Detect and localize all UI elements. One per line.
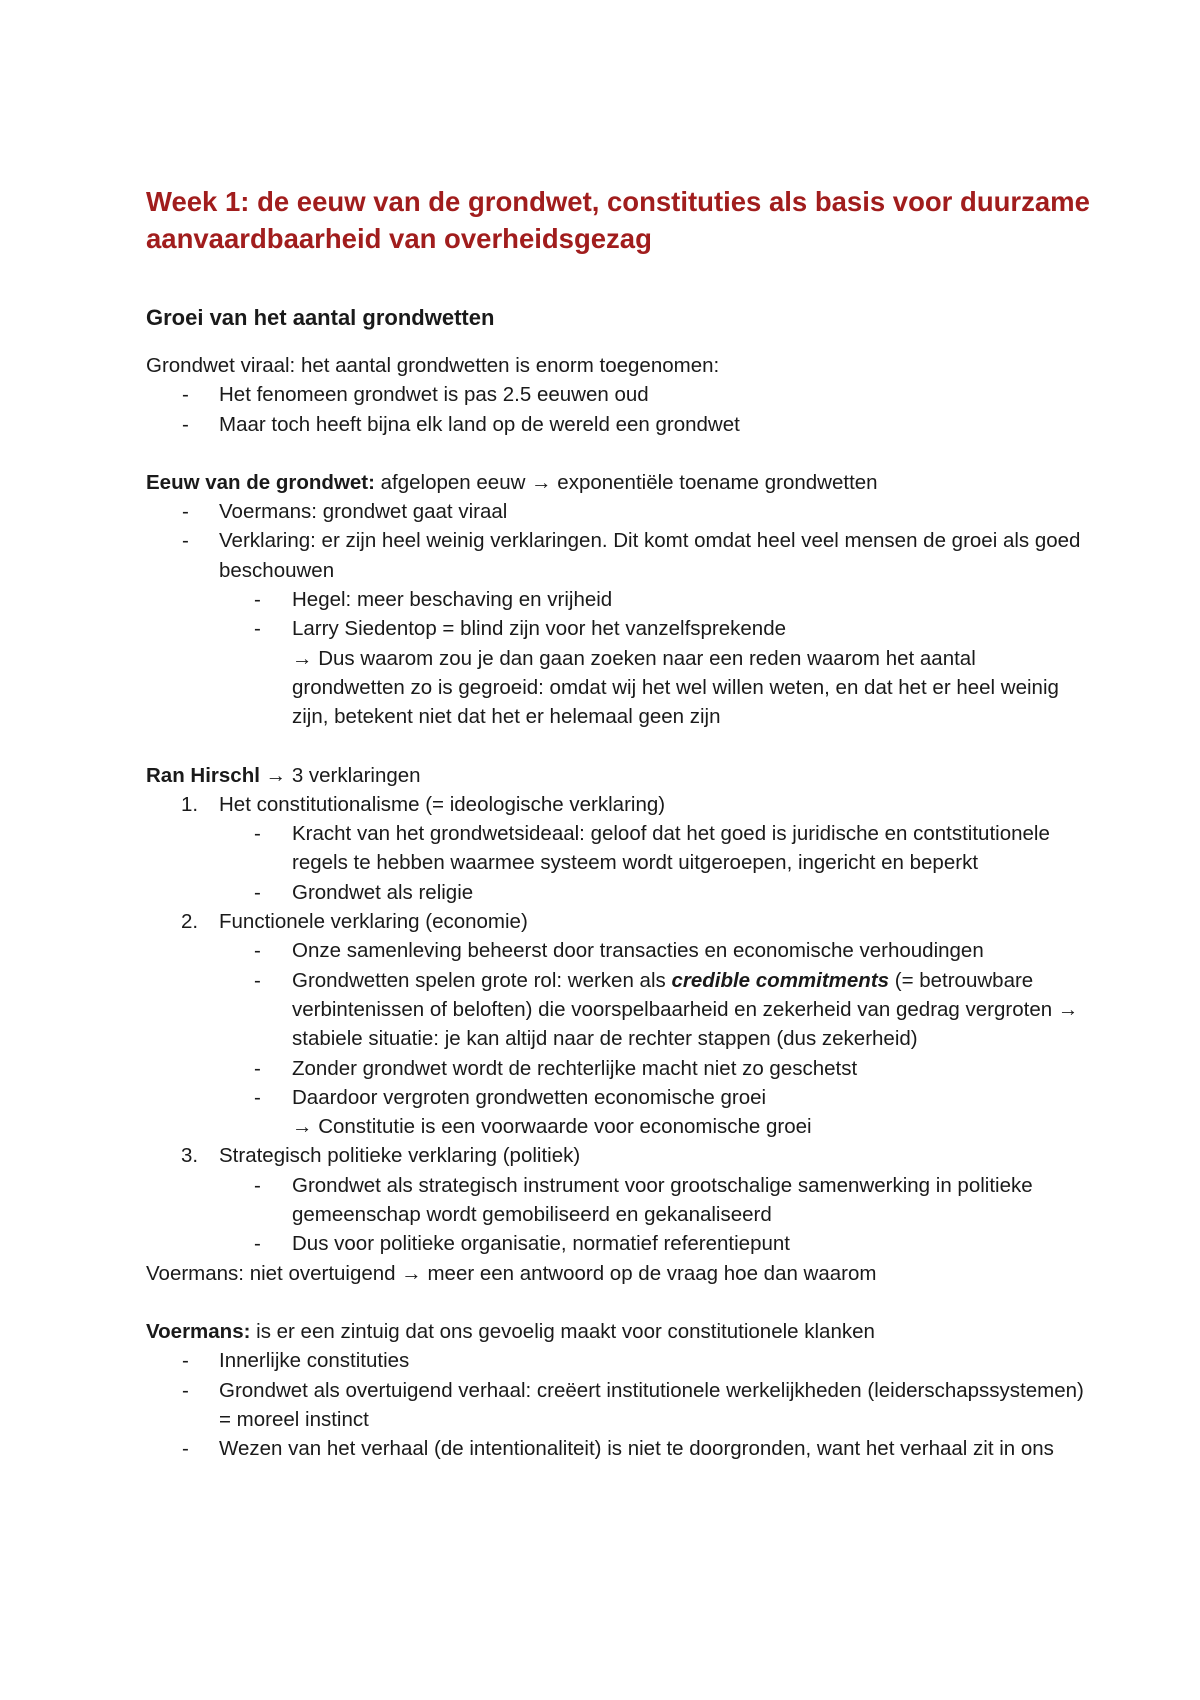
bold-lead: Eeuw van de grondwet: [146, 470, 375, 494]
paragraph-text: → 3 verklaringen [259, 763, 421, 787]
list-item-text: Voermans: grondwet gaat viraal [219, 500, 508, 524]
list-item-text: Functionele verklaring (economie) [219, 910, 528, 934]
bullet-dash: - [254, 939, 261, 963]
list-item [146, 526, 1090, 585]
bullet-dash: - [182, 500, 189, 524]
list-item [146, 1376, 1090, 1435]
emphasis-term: credible commitments [671, 968, 890, 992]
list-item [146, 1434, 1090, 1463]
list-item-text: Innerlijke constituties [219, 1349, 410, 1373]
sub-list-item [146, 966, 1090, 1054]
paragraph-text: afgelopen eeuw → exponentiële toename grondwetten [374, 470, 878, 494]
list-number: 1. [181, 792, 199, 816]
sub-list-continuation [146, 1112, 1090, 1141]
list-item-text: Grondwet als overtuigend verhaal: creëert institutionele werkelijkheden (leiderschapssystemen) = moreel instinct [219, 1378, 1084, 1431]
list-item-text: → Dus waarom zou je dan gaan zoeken naar een reden waarom het aantal grondwetten zo is gegroeid: omdat wij het wel willen weten, en dat het er heel weinig zijn, betekent niet dat het er helemaal geen zijn [292, 646, 1059, 729]
numbered-item [146, 907, 1090, 936]
list-item-text: Hegel: meer beschaving en vrijheid [292, 588, 613, 612]
text-run: (= betrouwbare verbintenissen of beloften) die voorspelbaarheid en zekerheid van gedrag vergroten → stabiele situatie: je kan altijd naar de rechter stappen (dus zekerheid) [292, 968, 1079, 1051]
list-number: 2. [181, 910, 199, 934]
sub-list-item [146, 614, 1090, 643]
bullet-dash: - [254, 968, 261, 992]
bullet-dash: - [254, 1056, 261, 1080]
paragraph [146, 1317, 1090, 1346]
list-item-text: Zonder grondwet wordt de rechterlijke macht niet zo geschetst [292, 1056, 858, 1080]
bullet-dash: - [254, 588, 261, 612]
bullet-dash: - [182, 529, 189, 553]
list-item [146, 497, 1090, 526]
list-item-text [292, 969, 1078, 1051]
paragraph-text: is er een zintuig dat ons gevoelig maakt voor constitutionele klanken [250, 1319, 875, 1343]
sub-list-item [146, 1229, 1090, 1258]
list-item-text: Wezen van het verhaal (de intentionaliteit) is niet te doorgronden, want het verhaal zit in ons [219, 1437, 1054, 1461]
bullet-dash: - [254, 880, 261, 904]
list-item-text: Strategisch politieke verklaring (politiek) [219, 1144, 581, 1168]
sub-list-continuation [146, 644, 1090, 732]
bold-lead: Ran Hirschl [146, 763, 260, 787]
sub-list-item [146, 1054, 1090, 1083]
numbered-item [146, 790, 1090, 819]
sub-list-item [146, 1083, 1090, 1112]
paragraph [146, 468, 1090, 497]
list-item-text: Grondwet als religie [292, 880, 474, 904]
sub-list-item [146, 1171, 1090, 1230]
list-item-text: Verklaring: er zijn heel weinig verklaringen. Dit komt omdat heel veel mensen de groei als goed beschouwen [219, 529, 1081, 582]
list-item-text: Daardoor vergroten grondwetten economische groei [292, 1085, 767, 1109]
numbered-item [146, 1141, 1090, 1170]
list-item [146, 380, 1090, 409]
bullet-dash: - [182, 412, 189, 436]
bullet-dash: - [182, 1349, 189, 1373]
paragraph [146, 761, 1090, 790]
list-item-text: Onze samenleving beheerst door transacties en economische verhoudingen [292, 939, 984, 963]
list-item-text: Het constitutionalisme (= ideologische verklaring) [219, 792, 666, 816]
bullet-dash: - [182, 1378, 189, 1402]
page-title: Week 1: de eeuw van de grondwet, constituties als basis voor duurzame aanvaardbaarheid van overheidsgezag [146, 186, 1090, 254]
bullet-dash: - [182, 1437, 189, 1461]
bullet-dash: - [254, 1232, 261, 1256]
sub-list-item [146, 819, 1090, 878]
sub-list-item [146, 878, 1090, 907]
list-item-text: Dus voor politieke organisatie, normatief referentiepunt [292, 1232, 790, 1256]
list-item [146, 410, 1090, 439]
list-item-text: Maar toch heeft bijna elk land op de wereld een grondwet [219, 412, 740, 436]
list-item-text: → Constitutie is een voorwaarde voor economische groei [292, 1115, 812, 1139]
text-run: Grondwetten spelen grote rol: werken als [292, 968, 672, 992]
list-item [146, 1346, 1090, 1375]
section-heading: Groei van het aantal grondwetten [146, 305, 495, 330]
bullet-dash: - [254, 1085, 261, 1109]
bullet-dash: - [254, 822, 261, 846]
paragraph: Grondwet viraal: het aantal grondwetten is enorm toegenomen: [146, 354, 720, 377]
list-item-text: Larry Siedentop = blind zijn voor het vanzelfsprekende [292, 617, 787, 641]
list-item-text: Grondwet als strategisch instrument voor grootschalige samenwerking in politieke gemeenschap wordt gemobiliseerd en gekanaliseerd [292, 1173, 1033, 1227]
bullet-dash: - [182, 383, 189, 407]
list-item-text: Kracht van het grondwetsideaal: geloof dat het goed is juridische en contstitutionele regels te hebben waarmee systeem wordt uitgeroepen, ingericht en beperkt [292, 822, 1050, 875]
bold-lead: Voermans: [146, 1319, 251, 1343]
bullet-dash: - [254, 1173, 261, 1197]
sub-list-item [146, 585, 1090, 614]
list-item-text: Het fenomeen grondwet is pas 2.5 eeuwen oud [219, 383, 649, 407]
list-number: 3. [181, 1144, 199, 1168]
bullet-dash: - [254, 617, 261, 641]
sub-list-item [146, 936, 1090, 965]
paragraph: Voermans: niet overtuigend → meer een antwoord op de vraag hoe dan waarom [146, 1261, 877, 1285]
